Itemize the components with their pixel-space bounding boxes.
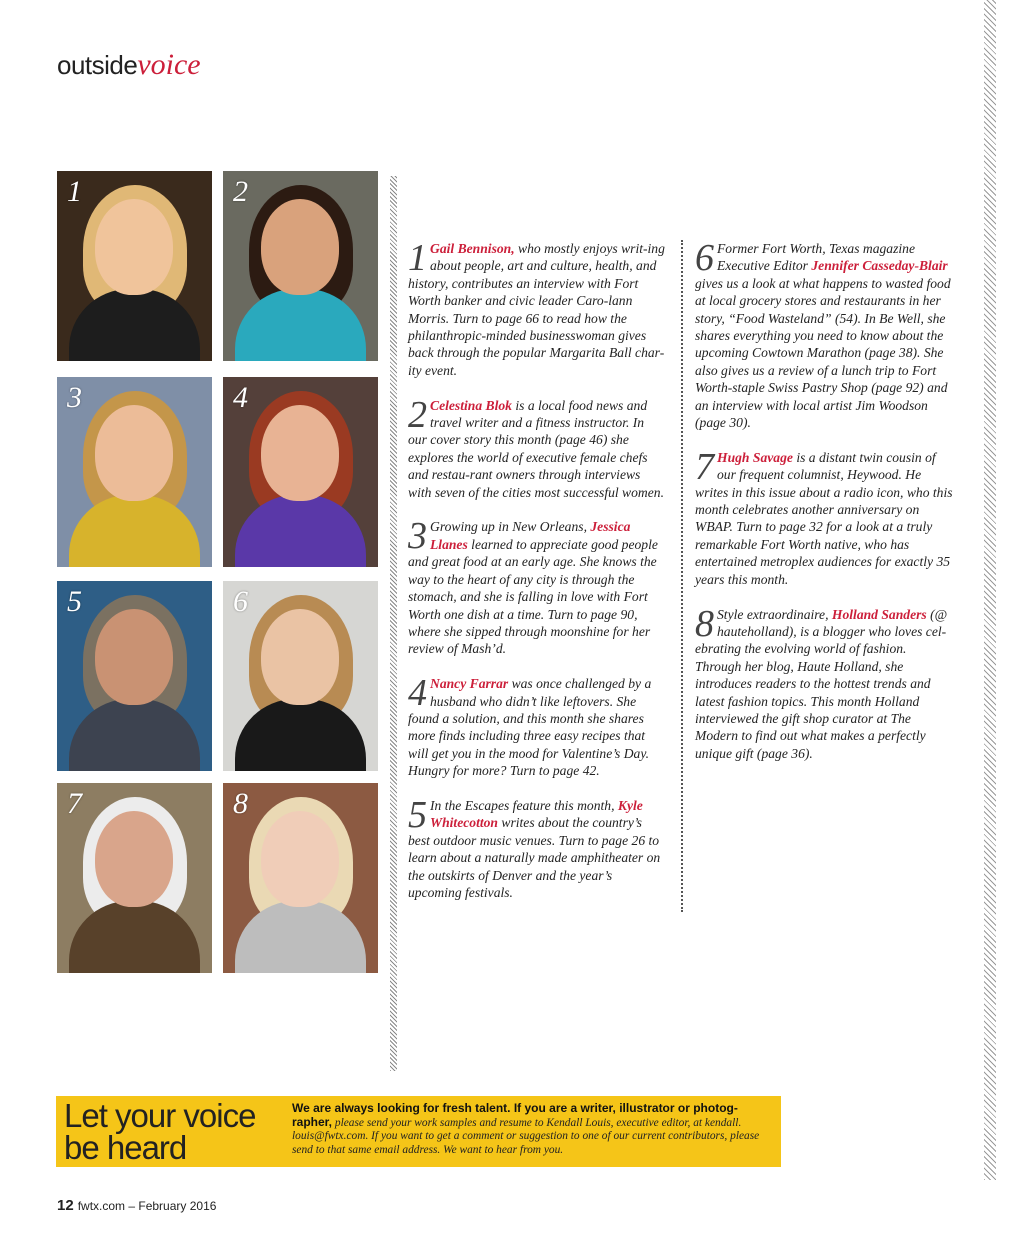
portrait-shirt [235,289,366,361]
contributor-entry [408,515,666,657]
portrait-celestina-blok [223,171,378,361]
photo-number: 2 [233,175,248,208]
contributor-entry [408,393,666,501]
contributor-name: Jennifer Casseday-Blair [811,258,948,274]
entry-text: is a distant twin cousin of our frequent columnist, Heywood. He writes in this issue about a radio icon, who this month celebrates another anniversary on WBAP. Turn to page 32 for a look at a truly remarkable Fort Worth native, who has entertained metroplex audiences for exactly 35 years this month. [695,449,953,587]
contributor-name: Kyle Whitecotton [430,797,643,831]
portrait-jennifer-casseday-blair [223,581,378,771]
photo-number: 1 [67,175,82,208]
portrait-hugh-savage [57,783,212,973]
portrait-shirt [69,901,200,973]
portrait-face [261,405,339,501]
contributor-entry [695,602,953,763]
contributor-entry [408,672,666,779]
portrait-face [95,811,173,907]
portrait-face [261,609,339,705]
entry-number: 4 [408,672,427,715]
portrait-shirt [69,699,200,771]
portrait-face [95,609,173,705]
entry-number: 5 [408,793,427,836]
entry-intro: Style extraordinaire, [717,606,832,622]
portrait-shirt [235,901,366,973]
portrait-gail-bennison [57,171,212,361]
entry-number: 6 [695,237,714,279]
photo-number: 6 [233,585,248,618]
banner-headline-line2: be heard [64,1129,187,1166]
portrait-jessica-llanes [57,377,212,567]
contributor-name: Nancy Farrar [430,676,509,692]
contributors-column-right [695,237,953,780]
portrait-shirt [69,289,200,361]
entry-number: 1 [408,237,427,279]
entry-text: gives us a look at what happens to wasted food at local grocery stores and restaurants in her story, “Food Wasteland” (54). In Be Well, she shares everything you need to know about the upcoming Cowtown Marathon (page 38). She also gives us a review of a lunch trip to Fort Worth-staple Swiss Pastry Shop (page 92) and an interview with local artist Jim Woodson (page 30). [695,275,951,431]
contributor-entry [408,793,666,901]
photo-number: 8 [233,787,248,820]
photo-number: 7 [67,787,82,820]
entry-text: (@ hauteholland), is a blogger who loves cel-ebrating the evolving world of fashion. Through her blog, Haute Holland, she introduces readers to the hottest trends and latest fashion topics. This month Holland interviewed the gift shop curator at The Modern to find out what makes a perfectly unique gift (page 36). [695,606,948,761]
entry-text: writes about the country’s best outdoor music venues. Turn to page 26 to learn about a naturally made amphitheater on the outskirts of Denver and the year’s upcoming festivals. [408,815,661,900]
entry-intro: Growing up in New Orleans, [430,519,591,535]
page-number: 12 [57,1197,74,1214]
photo-number: 5 [67,585,82,618]
portrait-shirt [235,699,366,771]
logo-word-voice: voice [137,48,201,81]
portrait-face [261,811,339,907]
photo-number: 4 [233,381,248,414]
contributor-name: Gail Bennison, [430,241,515,256]
section-logo [57,50,201,81]
banner-body [292,1102,768,1157]
page-footer [57,1197,216,1214]
entry-intro: Former Fort Worth, Texas magazine Executive Editor [717,241,915,274]
entry-number: 8 [695,602,714,645]
contributor-name: Hugh Savage [717,449,793,465]
portrait-shirt [235,495,366,567]
entry-intro: In the Escapes feature this month, [430,797,618,813]
contributor-name: Holland Sanders [831,606,927,622]
contributor-entry [695,445,953,588]
talent-callout-banner [56,1096,781,1167]
portrait-nancy-farrar [223,377,378,567]
banner-headline [64,1097,256,1166]
banner-headline-line1: Let your voice [64,1097,256,1134]
photo-number: 3 [67,381,82,414]
logo-word-outside: outside [57,50,138,80]
entry-number: 3 [408,515,427,558]
banner-text: please send your work samples and resume to Kendall Louis, executive editor, at kendall. louis@fwtx.com. If you want to get a comment or suggestion to one of our current contributors, please send to that same email address. We want to hear from you. [292,1117,760,1156]
portrait-face [261,199,339,295]
banner-lead: We are always looking for fresh talent. If you are a writer, illustrator or photog-rapher, [292,1101,738,1130]
portrait-holland-sanders [223,783,378,973]
contributors-column-left [408,237,666,919]
entry-text: was once challenged by a husband who didn’t like leftovers. She found a solution, and this month she shares more finds including three easy recipes that will get you in the mood for Valentine’s Day. Hungry for more? Turn to page 42. [408,676,652,779]
entry-text: who mostly enjoys writ-ing about people, art and culture, health, and history, contributes an interview with Fort Worth banker and civic leader Caro-lann Morris. Turn to page 66 to read how the philanthropic-minded businesswoman gives back through the popular Margarita Ball char-ity event. [408,241,665,378]
entry-number: 7 [695,445,714,488]
portrait-face [95,405,173,501]
footer-text: fwtx.com – February 2016 [77,1199,217,1213]
portrait-face [95,199,173,295]
contributor-name: Celestina Blok [430,397,512,413]
entry-number: 2 [408,393,427,436]
portrait-shirt [69,495,200,567]
decorative-hatch-border [984,0,996,1180]
contributor-name: Jessica Llanes [430,519,631,552]
column-divider-hatch [390,176,397,1071]
entry-text: learned to appreciate good people and great food at an early age. She knows the way to the heart of any city is through the stomach, and she is falling in love with Fort Worth one dish at a time. Turn to page 90, where she sipped through moonshine for her review of Mash’d. [408,536,658,657]
contributor-entry [408,237,666,379]
portrait-kyle-whitecotton [57,581,212,771]
contributor-entry [695,237,953,431]
column-divider-dotted [681,240,683,912]
entry-text: is a local food news and travel writer and a fitness instructor. In our cover story this month (page 46) she explores the world of executive female chefs and restau-rant owners through interviews with seven of the cities most successful women. [408,397,664,500]
